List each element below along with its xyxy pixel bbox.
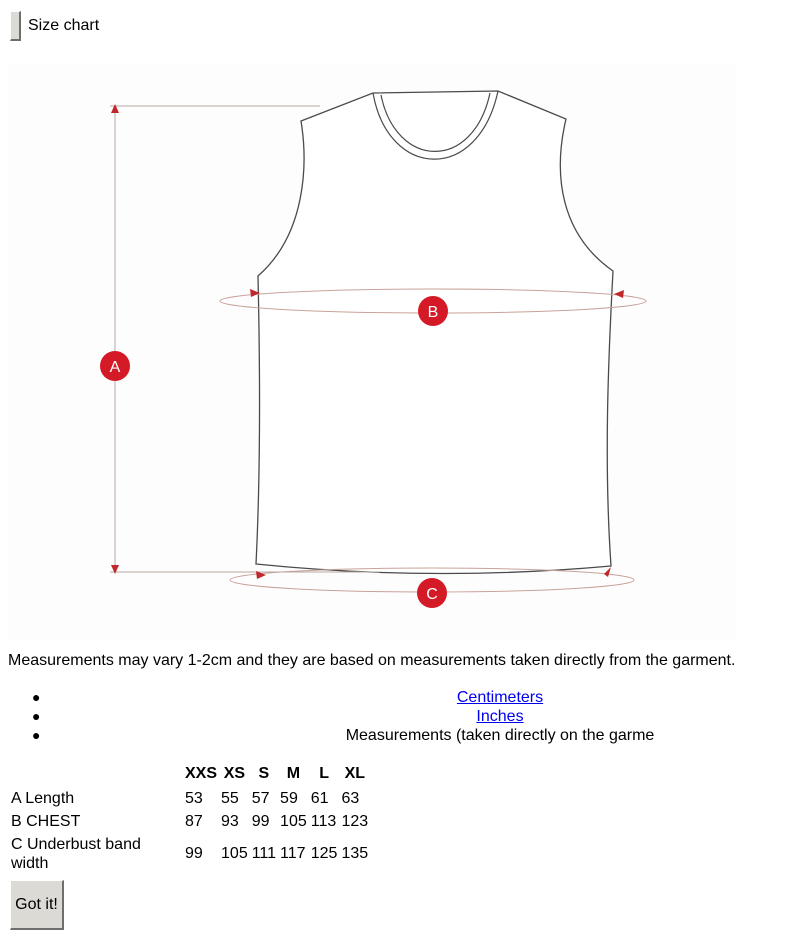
inches-link[interactable]: Inches: [476, 708, 524, 725]
table-cell: 93: [221, 812, 239, 830]
bullet-icon: ●: [32, 689, 41, 705]
table-cell: 87: [185, 812, 203, 830]
table-cell: 61: [310, 789, 329, 807]
badge-a: [100, 351, 130, 381]
length-arrow-top: [111, 104, 119, 113]
unit-list: [0, 688, 800, 745]
bullet-icon: ●: [32, 708, 41, 724]
table-row: [10, 788, 369, 809]
bullet-icon: ●: [32, 727, 41, 743]
table-cell: 117: [280, 845, 306, 862]
measurement-diagram: [8, 64, 736, 639]
table-header-cell: XL: [344, 765, 366, 782]
table-cell: 63: [341, 789, 360, 807]
table-header-cell: M: [286, 765, 301, 782]
measurement-note: Measurements may vary 1-2cm and they are based on measurements taken directly from the garment.: [8, 652, 736, 669]
list-item: [0, 688, 800, 707]
row-label: B CHEST: [11, 813, 81, 830]
table-cell: 99: [185, 845, 203, 862]
size-chart-header: [10, 10, 99, 42]
table-cell: 123: [341, 812, 369, 830]
table-cell: 57: [251, 789, 270, 807]
measurements-caption: Measurements (taken directly on the garme: [345, 727, 655, 744]
centimeters-link[interactable]: Centimeters: [456, 689, 544, 706]
table-cell: 105: [280, 812, 307, 830]
table-cell: 59: [280, 789, 298, 807]
table-cell: 135: [341, 845, 369, 862]
row-label: C Underbust band width: [11, 836, 141, 872]
table-cell: 105: [221, 845, 248, 862]
garment-illustration: [8, 64, 736, 639]
table-row: [10, 811, 369, 832]
underbust-arrow-right: [604, 567, 611, 577]
table-header-cell: S: [258, 765, 270, 782]
table-cell: 55: [221, 789, 239, 807]
length-arrow-bottom: [111, 565, 119, 574]
table-header-cell: L: [319, 765, 329, 782]
table-cell: 53: [185, 789, 203, 807]
table-cell: 99: [251, 812, 270, 830]
chest-arrow-right: [614, 290, 624, 298]
table-header-row: [10, 762, 369, 786]
table-row: [10, 834, 369, 874]
badge-b: [418, 296, 448, 326]
list-item: [0, 707, 800, 726]
table-cell: 111: [251, 845, 277, 862]
table-header-cell: XXS: [185, 765, 218, 782]
page-title: Size chart: [28, 17, 100, 34]
table-header-cell: [10, 762, 182, 786]
badge-c-label: C: [426, 586, 438, 603]
garment-outline: [256, 91, 613, 574]
badge-b-label: B: [427, 304, 439, 321]
close-button[interactable]: [10, 11, 21, 41]
table-cell: 125: [310, 845, 338, 862]
badge-a-label: A: [109, 359, 121, 376]
table-cell: 113: [310, 812, 337, 830]
row-label: A Length: [11, 790, 75, 807]
badge-c: [417, 578, 447, 608]
size-table: [8, 760, 371, 876]
got-it-button[interactable]: Got it!: [10, 880, 64, 930]
table-header-cell: XS: [223, 765, 246, 782]
list-item: [0, 726, 800, 745]
